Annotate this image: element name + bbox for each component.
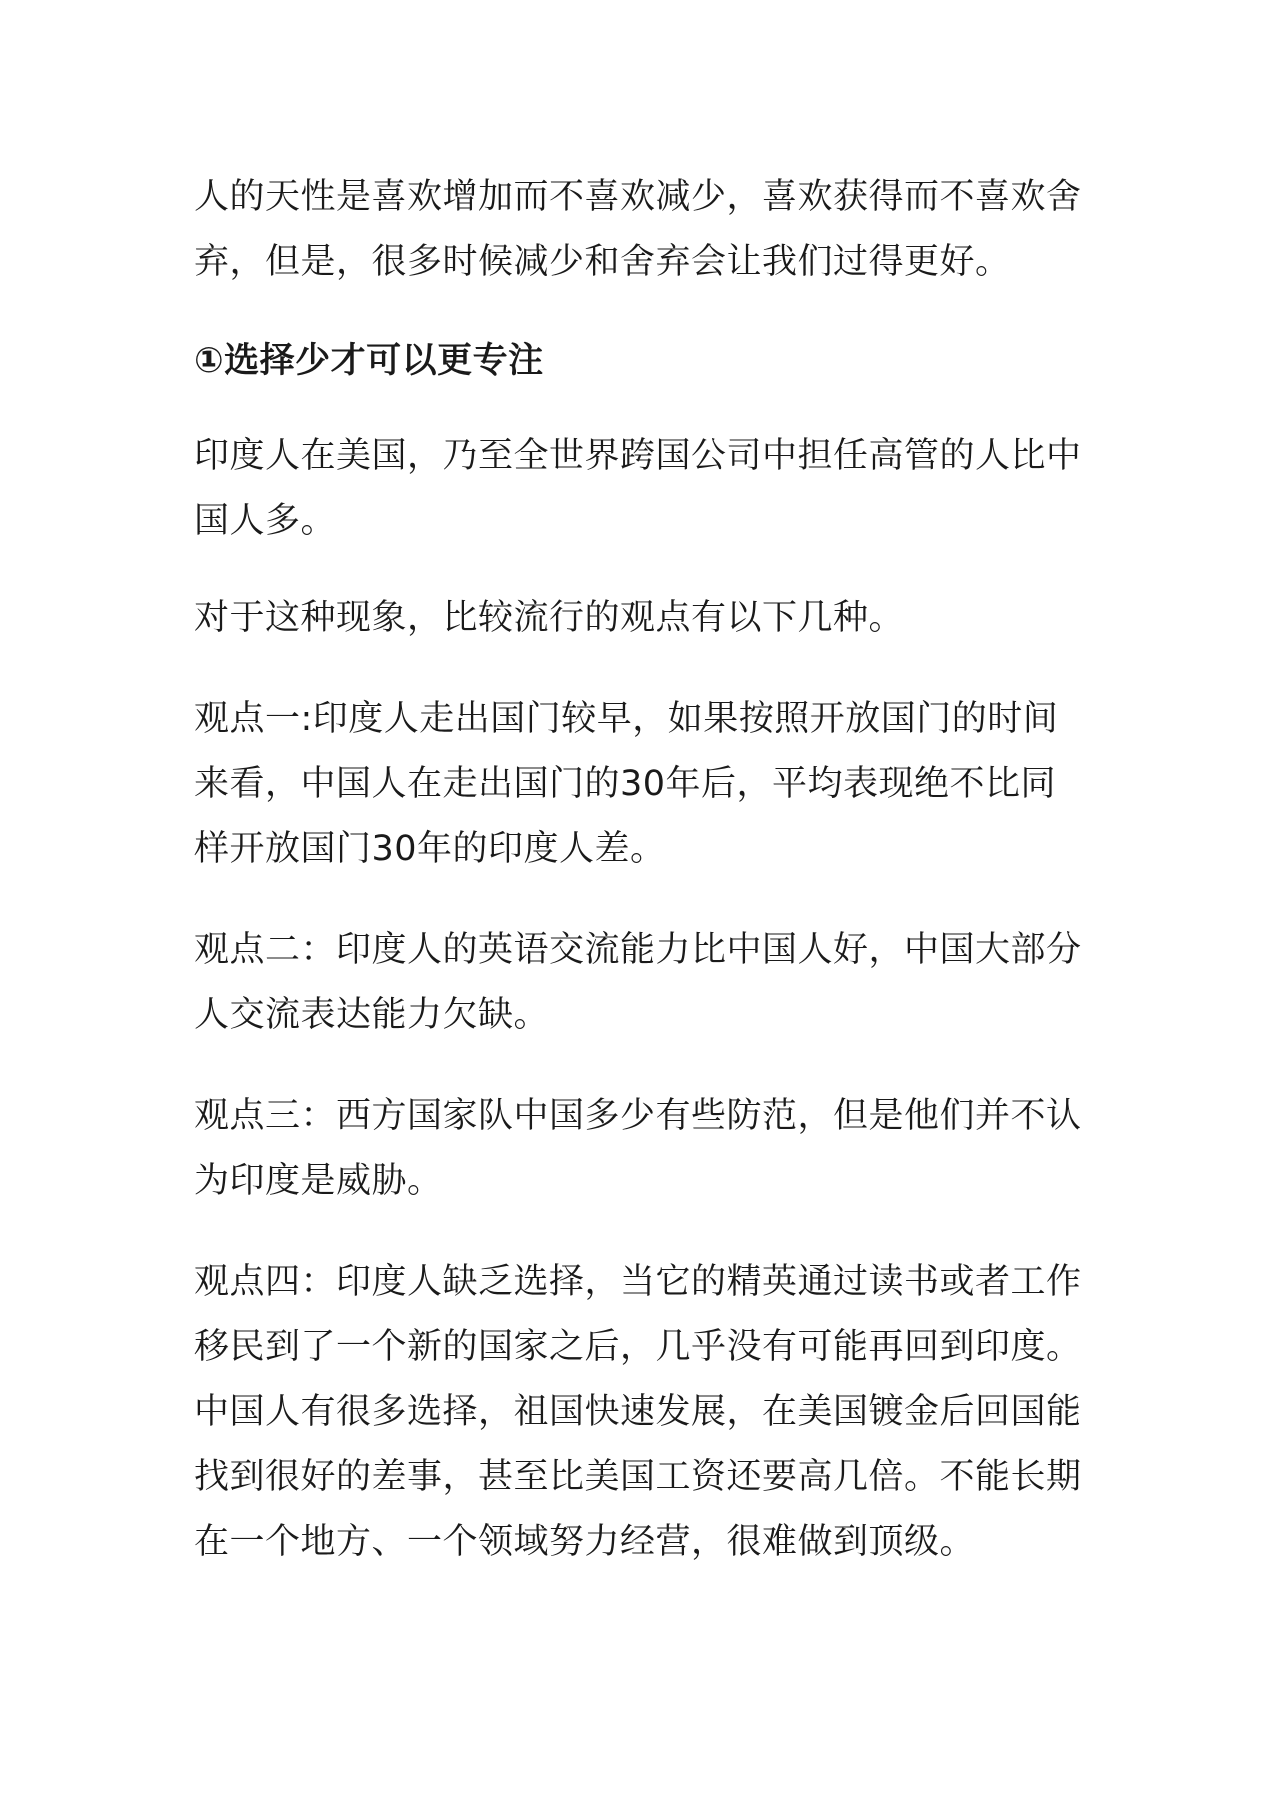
paragraph-view-two: 观点二：印度人的英语交流能力比中国人好，中国大部分人交流表达能力欠缺。 — [194, 930, 1082, 1035]
paragraph-view-four: 观点四：印度人缺乏选择，当它的精英通过读书或者工作移民到了一个新的国家之后，几乎没有可能再回到印度。中国人有很多选择，祖国快速发展，在美国镀金后回国能找到很好的差事，甚至比美国工资还要高几倍。不能长期在一个地方、一个领域努力经营，很难做到顶级。 — [194, 1262, 1082, 1562]
paragraph-executives: 印度人在美国，乃至全世界跨国公司中担任高管的人比中国人多。 — [194, 436, 1082, 541]
paragraph-views-intro: 对于这种现象，比较流行的观点有以下几种。 — [194, 598, 905, 638]
section-heading: ①选择少才可以更专注 — [194, 341, 544, 381]
article-body — [194, 165, 1089, 1575]
intro-paragraph: 人的天性是喜欢增加而不喜欢减少，喜欢获得而不喜欢舍弃，但是，很多时候减少和舍弃会让我们过得更好。 — [194, 177, 1082, 282]
paragraph-view-one: 观点一:印度人走出国门较早，如果按照开放国门的时间来看，中国人在走出国门的30年后，平均表现绝不比同样开放国门30年的印度人差。 — [194, 699, 1059, 869]
paragraph-view-three: 观点三：西方国家队中国多少有些防范，但是他们并不认为印度是威胁。 — [194, 1096, 1082, 1201]
